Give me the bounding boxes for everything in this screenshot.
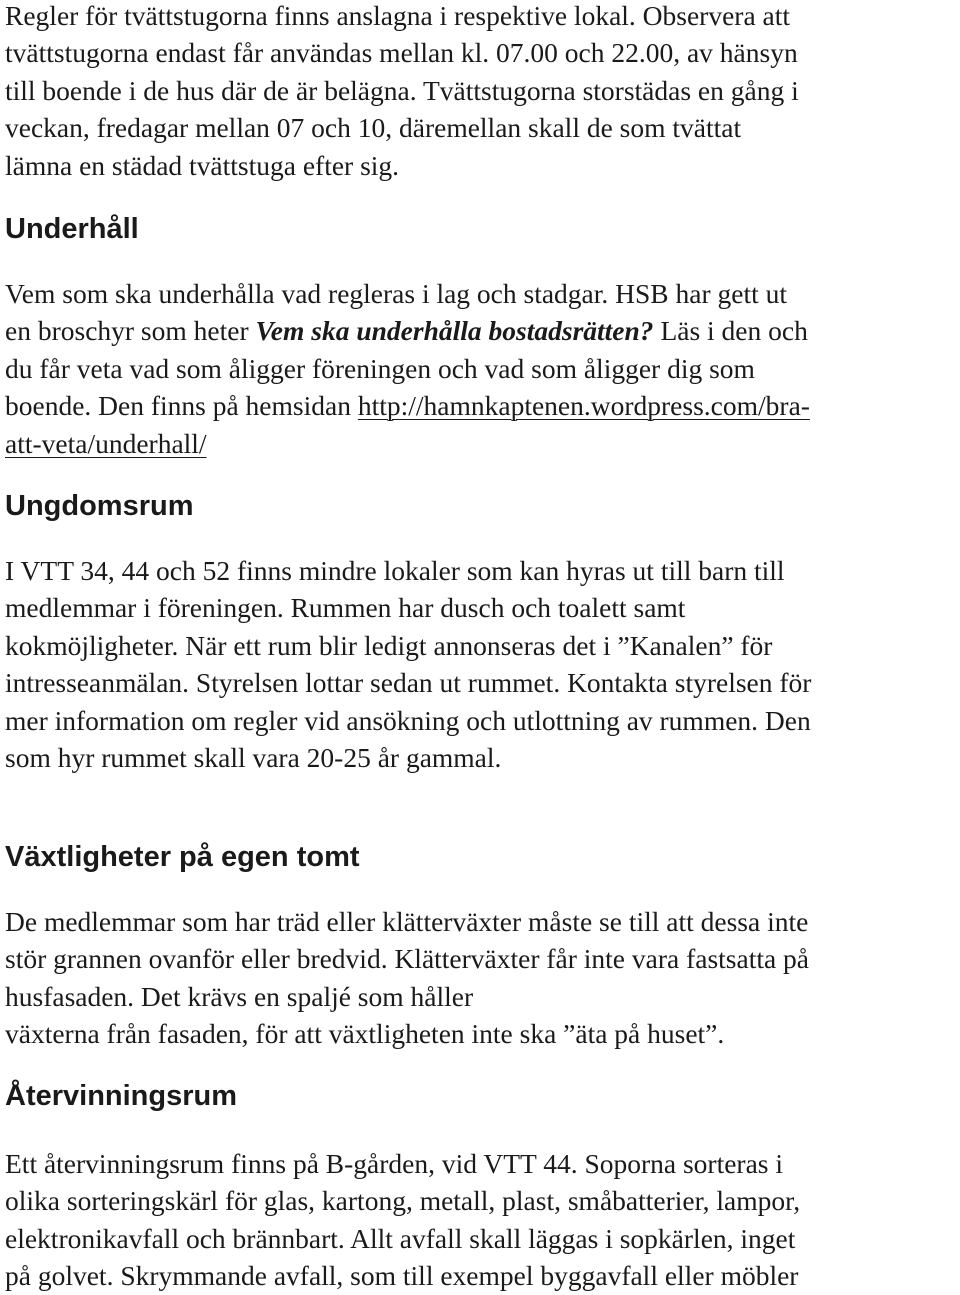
- text-line: till boende i de hus där de är belägna. Tvättstugorna storstädas en gång i: [5, 74, 799, 106]
- laundry-rules-paragraph: [5, 0, 799, 184]
- text-line: De medlemmar som har träd eller klätterväxter måste se till att dessa inte: [5, 906, 809, 937]
- text-line: [5, 425, 810, 462]
- text-line: [5, 312, 810, 349]
- text-line: kokmöjligheter. När ett rum blir ledigt annonseras det i ”Kanalen” för: [5, 629, 773, 661]
- text-line: Regler för tvättstugorna finns anslagna i respektive lokal. Observera att: [5, 0, 791, 31]
- section-heading-atervinningsrum: Återvinningsrum: [5, 1080, 238, 1112]
- text-fragment: Läs i den och: [653, 315, 808, 347]
- underhall-link-part1[interactable]: http://hamnkaptenen.wordpress.com/bra-: [357, 390, 810, 422]
- section-heading-vaxtligheter: Växtligheter på egen tomt: [5, 841, 360, 873]
- text-line: husfasaden. Det krävs en spaljé som håller: [5, 980, 474, 1012]
- text-line: växterna från fasaden, för att växtligheten inte ska ”äta på huset”.: [5, 1018, 725, 1050]
- section-heading-ungdomsrum: Ungdomsrum: [5, 490, 194, 522]
- text-line: lämna en städad tvättstuga efter sig.: [5, 149, 400, 181]
- text-line: I VTT 34, 44 och 52 finns mindre lokaler som kan hyras ut till barn till: [5, 555, 785, 586]
- text-line: stör grannen ovanför eller bredvid. Klätterväxter får inte vara fastsatta på: [5, 943, 810, 975]
- text-line: Ett återvinningsrum finns på B-gården, vid VTT 44. Soporna sorteras i: [5, 1148, 784, 1179]
- ungdomsrum-paragraph: [5, 552, 811, 776]
- underhall-paragraph: [5, 275, 810, 462]
- text-line: elektronikavfall och brännbart. Allt avfall skall läggas i sopkärlen, inget: [5, 1222, 796, 1254]
- vaxtligheter-paragraph: [5, 903, 809, 1053]
- brochure-title: Vem ska underhålla bostadsrätten?: [255, 315, 654, 347]
- text-line: Vem som ska underhålla vad regleras i lag och stadgar. HSB har gett ut: [5, 278, 788, 309]
- text-fragment: boende. Den finns på hemsidan: [5, 390, 358, 422]
- section-heading-underhall: Underhåll: [5, 213, 139, 245]
- text-line: olika sorteringskärl för glas, kartong, metall, plast, småbatterier, lampor,: [5, 1185, 801, 1217]
- text-line: som hyr rummet skall vara 20-25 år gammal.: [5, 742, 502, 774]
- text-line: tvättstugorna endast får användas mellan kl. 07.00 och 22.00, av hänsyn: [5, 37, 798, 69]
- text-line: intresseanmälan. Styrelsen lottar sedan ut rummet. Kontakta styrelsen för: [5, 667, 812, 699]
- text-line: medlemmar i föreningen. Rummen har dusch och toalett samt: [5, 592, 686, 624]
- text-line: veckan, fredagar mellan 07 och 10, däremellan skall de som tvättat: [5, 112, 742, 144]
- text-line: på golvet. Skrymmande avfall, som till exempel byggavfall eller möbler: [5, 1260, 799, 1292]
- atervinning-paragraph: [5, 1145, 800, 1295]
- text-line: du får veta vad som åligger föreningen och vad som åligger dig som: [5, 352, 755, 384]
- underhall-link-part2[interactable]: att-veta/underhall/: [5, 427, 207, 459]
- text-line: [5, 387, 810, 424]
- text-line: mer information om regler vid ansökning och utlottning av rummen. Den: [5, 704, 811, 736]
- text-fragment: en broschyr som heter: [5, 315, 256, 347]
